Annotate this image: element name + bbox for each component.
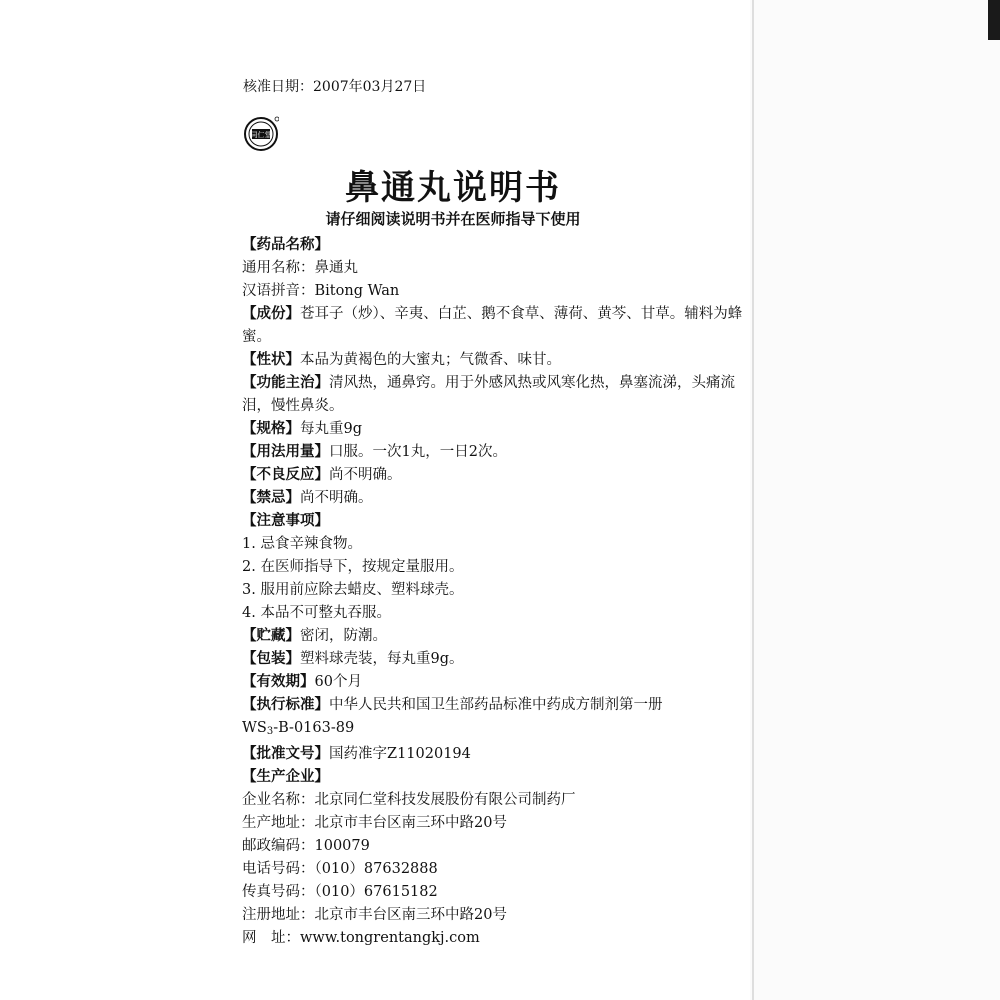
adverse-label: 【不良反应】 (242, 467, 329, 483)
postcode-row (242, 835, 762, 858)
fax-label: 传真号码： (242, 884, 315, 900)
website-value: www.tongrentangkj.com (300, 930, 480, 946)
contraindications-label: 【禁忌】 (242, 490, 300, 506)
generic-name-row (242, 257, 762, 280)
approval-number-value: 国药准字Z11020194 (329, 746, 471, 762)
validity-value: 60个月 (314, 674, 362, 690)
manufacturer-header: 【生产企业】 (242, 769, 329, 785)
approval-number-label: 【批准文号】 (242, 746, 329, 762)
phone-label: 电话号码： (242, 861, 315, 877)
ingredients-row (242, 303, 757, 349)
spec-row (242, 418, 762, 441)
company-value: 北京同仁堂科技发展股份有限公司制药厂 (314, 792, 576, 808)
scan-corner-mark (988, 0, 1000, 40)
contraindications-value: 尚不明确。 (300, 490, 373, 506)
approval-number-row (242, 743, 762, 766)
document-title: 鼻通丸说明书 (345, 168, 561, 208)
dosage-label: 【用法用量】 (242, 444, 329, 460)
description-label: 【性状】 (242, 352, 300, 368)
standard-value: 中华人民共和国卫生部药品标准中药成方制剂第一册 (329, 697, 663, 713)
precautions-header: 【注意事项】 (242, 513, 329, 529)
adverse-row (242, 464, 762, 487)
description-row (242, 349, 762, 372)
storage-row (242, 625, 762, 648)
standard-code-subscript: 3 (266, 726, 274, 737)
standard-code (242, 717, 762, 743)
address-label: 生产地址： (242, 815, 315, 831)
dosage-value: 口服。一次1丸，一日2次。 (329, 444, 507, 460)
ingredients-label: 【成份】 (242, 306, 300, 322)
logo-text: 同仁堂 (250, 131, 272, 139)
website-label-part1: 网 (242, 930, 257, 946)
scan-background (750, 0, 1000, 1000)
package-row (242, 648, 762, 671)
standard-code-prefix: WS (242, 720, 267, 736)
approval-date: 核准日期：2007年03月27日 (243, 79, 427, 95)
phone-row (242, 858, 762, 881)
tongrentang-logo-icon (243, 116, 279, 152)
company-label: 企业名称： (242, 792, 315, 808)
precaution-item: 1. 忌食辛辣食物。 (242, 536, 362, 552)
address-row (242, 812, 762, 835)
document-subtitle: 请仔细阅读说明书并在医师指导下使用 (325, 210, 581, 228)
standard-row (242, 694, 762, 717)
postcode-value: 100079 (314, 838, 370, 854)
precaution-item: 3. 服用前应除去蜡皮、塑料球壳。 (242, 582, 464, 598)
registered-address-value: 北京市丰台区南三环中路20号 (314, 907, 507, 923)
website-label-part2: 址： (271, 930, 300, 946)
pinyin-label: 汉语拼音： (242, 283, 315, 299)
drug-name-header: 【药品名称】 (242, 237, 329, 253)
website-row (242, 927, 762, 950)
precaution-item: 4. 本品不可整丸吞服。 (242, 605, 391, 621)
description-value: 本品为黄褐色的大蜜丸；气微香、味甘。 (300, 352, 561, 368)
phone-value: （010）87632888 (314, 861, 438, 877)
ingredients-value: 苍耳子（炒）、辛夷、白芷、鹅不食草、薄荷、黄芩、甘草。辅料为蜂蜜。 (242, 306, 743, 345)
precaution-item: 2. 在医师指导下，按规定量服用。 (242, 559, 464, 575)
validity-label: 【有效期】 (242, 674, 315, 690)
spec-label: 【规格】 (242, 421, 300, 437)
standard-code-suffix: -B-0163-89 (273, 720, 355, 736)
generic-name-label: 通用名称： (242, 260, 315, 276)
standard-label: 【执行标准】 (242, 697, 329, 713)
indications-row (242, 372, 757, 418)
spec-value: 每丸重9g (300, 421, 363, 437)
company-row (242, 789, 762, 812)
contraindications-row (242, 487, 762, 510)
address-value: 北京市丰台区南三环中路20号 (314, 815, 507, 831)
pinyin-row (242, 280, 762, 303)
pinyin-value: Bitong Wan (314, 283, 400, 299)
package-value: 塑料球壳装，每丸重9g。 (300, 651, 464, 667)
registered-address-label: 注册地址： (242, 907, 315, 923)
insert-body (242, 234, 762, 950)
adverse-value: 尚不明确。 (329, 467, 402, 483)
storage-label: 【贮藏】 (242, 628, 300, 644)
fax-value: （010）67615182 (314, 884, 438, 900)
dosage-row (242, 441, 762, 464)
indications-label: 【功能主治】 (242, 375, 329, 391)
registered-address-row (242, 904, 762, 927)
indications-value: 清风热，通鼻窍。用于外感风热或风寒化热，鼻塞流涕，头痛流泪，慢性鼻炎。 (242, 375, 735, 414)
fax-row (242, 881, 762, 904)
generic-name-value: 鼻通丸 (314, 260, 358, 276)
storage-value: 密闭，防潮。 (300, 628, 387, 644)
validity-row (242, 671, 762, 694)
package-label: 【包装】 (242, 651, 300, 667)
postcode-label: 邮政编码： (242, 838, 315, 854)
